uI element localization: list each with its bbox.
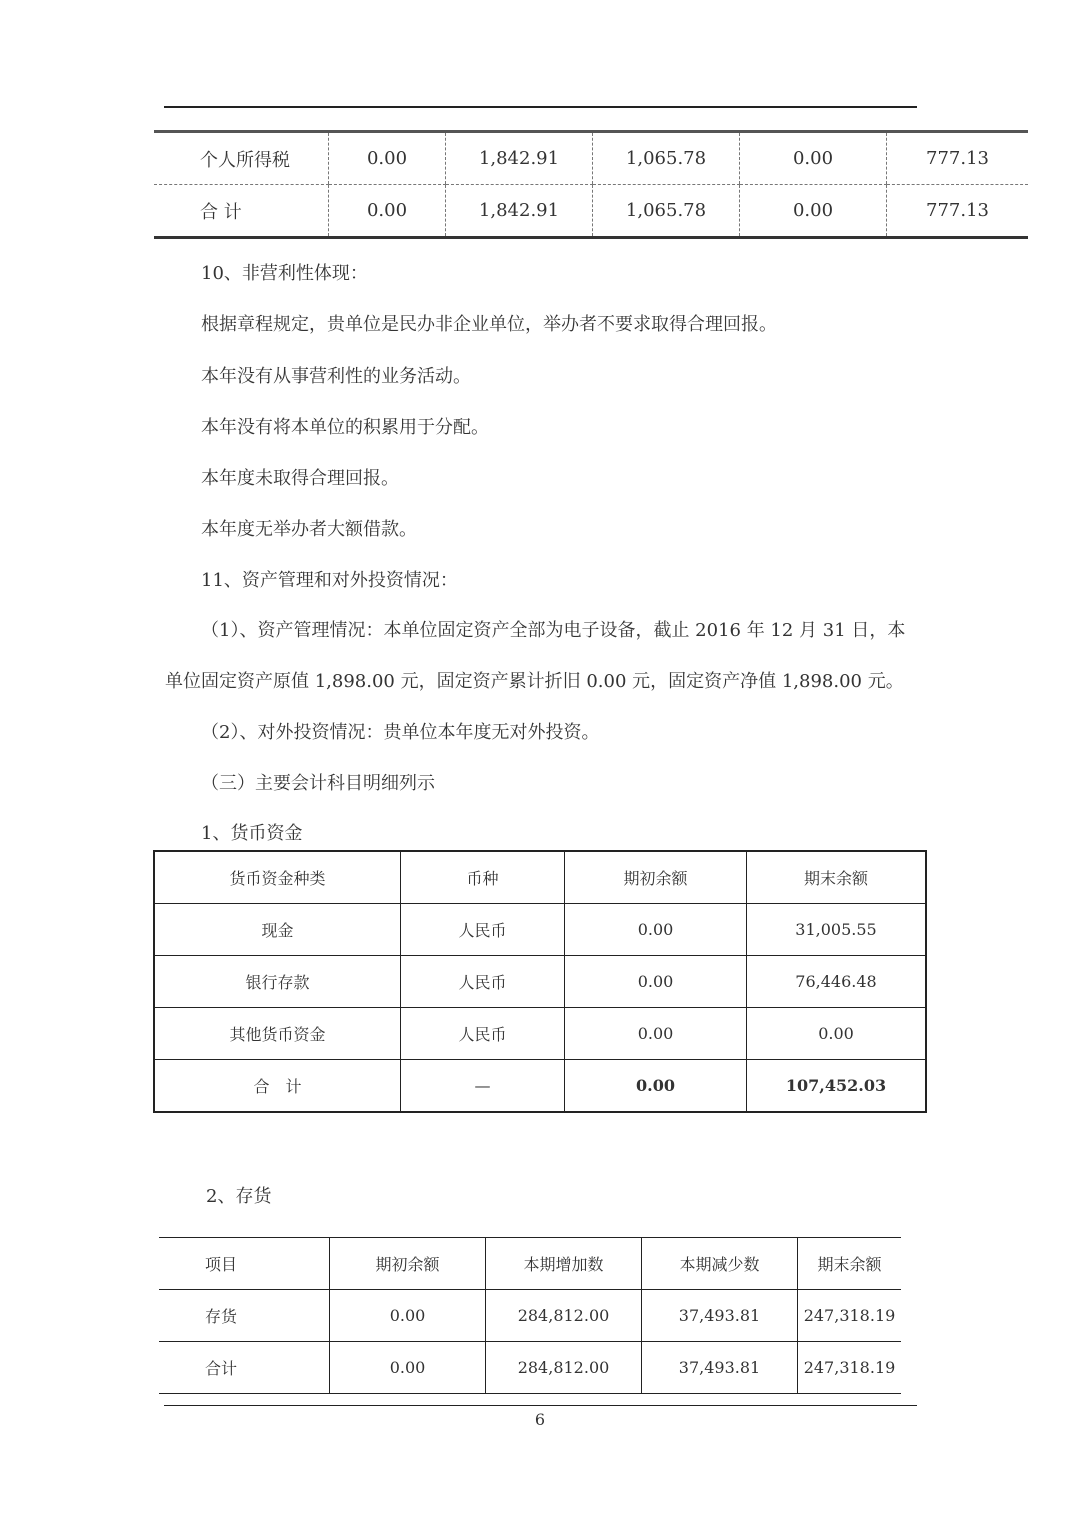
table-total-row [154, 1060, 926, 1113]
tax-cell: 777.13 [887, 185, 1029, 237]
table-cell: 37,493.81 [642, 1290, 798, 1342]
total-cell: 107,452.03 [747, 1060, 927, 1113]
asset-management-line1: （1）、资产管理情况：本单位固定资产全部为电子设备，截止 2016 年 12 月 31 日，本 [201, 620, 906, 641]
table-cell: 人民币 [401, 1008, 565, 1060]
table-cell: 284,812.00 [486, 1290, 642, 1342]
table-cell: 0.00 [330, 1290, 486, 1342]
table-cell: 247,318.19 [798, 1290, 902, 1342]
column-header: 货币资金种类 [154, 851, 401, 904]
section10-line: 本年没有从事营利性的业务活动。 [201, 366, 471, 387]
tax-table-bottom-rule [154, 236, 1028, 239]
tax-cell: 1,842.91 [446, 185, 593, 237]
tax-cell: 1,842.91 [446, 133, 593, 185]
section10-line: 本年度未取得合理回报。 [201, 468, 399, 489]
table-cell: 存货 [159, 1290, 330, 1342]
table-cell: 银行存款 [154, 956, 401, 1008]
column-header: 期末余额 [747, 851, 927, 904]
table-cell: 合计 [159, 1342, 330, 1394]
column-header: 本期减少数 [642, 1238, 798, 1290]
table-cell: 0.00 [747, 1008, 927, 1060]
cash-table [153, 850, 927, 1113]
table-row [159, 1342, 901, 1394]
table-cell: 37,493.81 [642, 1342, 798, 1394]
table-header-row [154, 851, 926, 904]
column-header: 期末余额 [798, 1238, 902, 1290]
table-row [159, 1290, 901, 1342]
section11-heading: 11、资产管理和对外投资情况： [201, 570, 458, 591]
total-cell: — [401, 1060, 565, 1113]
cash-heading: 1、货币资金 [201, 823, 303, 844]
total-cell: 0.00 [565, 1060, 747, 1113]
footer-rule [164, 1405, 917, 1406]
tax-table [154, 133, 1028, 236]
inventory-table [159, 1237, 901, 1394]
table-cell: 0.00 [565, 904, 747, 956]
column-header: 币种 [401, 851, 565, 904]
table-cell: 现金 [154, 904, 401, 956]
column-header: 项目 [159, 1238, 330, 1290]
asset-management-line2: 单位固定资产原值 1,898.00 元，固定资产累计折旧 0.00 元，固定资产净值 1,898.00 元。 [165, 671, 904, 692]
section10-line: 本年度无举办者大额借款。 [201, 519, 417, 540]
table-row [154, 956, 926, 1008]
tax-cell: 0.00 [329, 185, 446, 237]
table-cell: 76,446.48 [747, 956, 927, 1008]
tax-item: 个人所得税 [154, 133, 329, 185]
table-cell: 0.00 [330, 1342, 486, 1394]
table-cell: 284,812.00 [486, 1342, 642, 1394]
table-cell: 0.00 [565, 956, 747, 1008]
page-number: 6 [534, 1410, 546, 1429]
tax-cell: 0.00 [329, 133, 446, 185]
table-row [154, 133, 1028, 185]
table-row [154, 904, 926, 956]
column-header: 期初余额 [565, 851, 747, 904]
table-row [154, 1008, 926, 1060]
column-header: 本期增加数 [486, 1238, 642, 1290]
tax-item: 合 计 [200, 201, 242, 223]
tax-cell: 777.13 [887, 133, 1029, 185]
section10-line: 本年没有将本单位的积累用于分配。 [201, 417, 489, 438]
tax-cell: 1,065.78 [593, 133, 740, 185]
section10-heading: 10、非营利性体现： [201, 263, 368, 284]
tax-cell: 0.00 [740, 133, 887, 185]
table-cell: 247,318.19 [798, 1342, 902, 1394]
table-header-row [159, 1238, 901, 1290]
table-cell: 人民币 [401, 904, 565, 956]
table-row [154, 185, 1028, 237]
inventory-heading: 2、存货 [206, 1186, 272, 1207]
tax-cell: 1,065.78 [593, 185, 740, 237]
total-label: 合 计 [154, 1060, 401, 1113]
tax-cell: 0.00 [740, 185, 887, 237]
table-cell: 0.00 [565, 1008, 747, 1060]
column-header: 期初余额 [330, 1238, 486, 1290]
section10-line: 根据章程规定，贵单位是民办非企业单位，举办者不要求取得合理回报。 [201, 314, 777, 335]
investment-line: （2）、对外投资情况：贵单位本年度无对外投资。 [201, 722, 600, 743]
table-cell: 人民币 [401, 956, 565, 1008]
header-rule [164, 106, 917, 108]
section3-heading: （三）主要会计科目明细列示 [201, 773, 435, 794]
table-cell: 其他货币资金 [154, 1008, 401, 1060]
table-cell: 31,005.55 [747, 904, 927, 956]
